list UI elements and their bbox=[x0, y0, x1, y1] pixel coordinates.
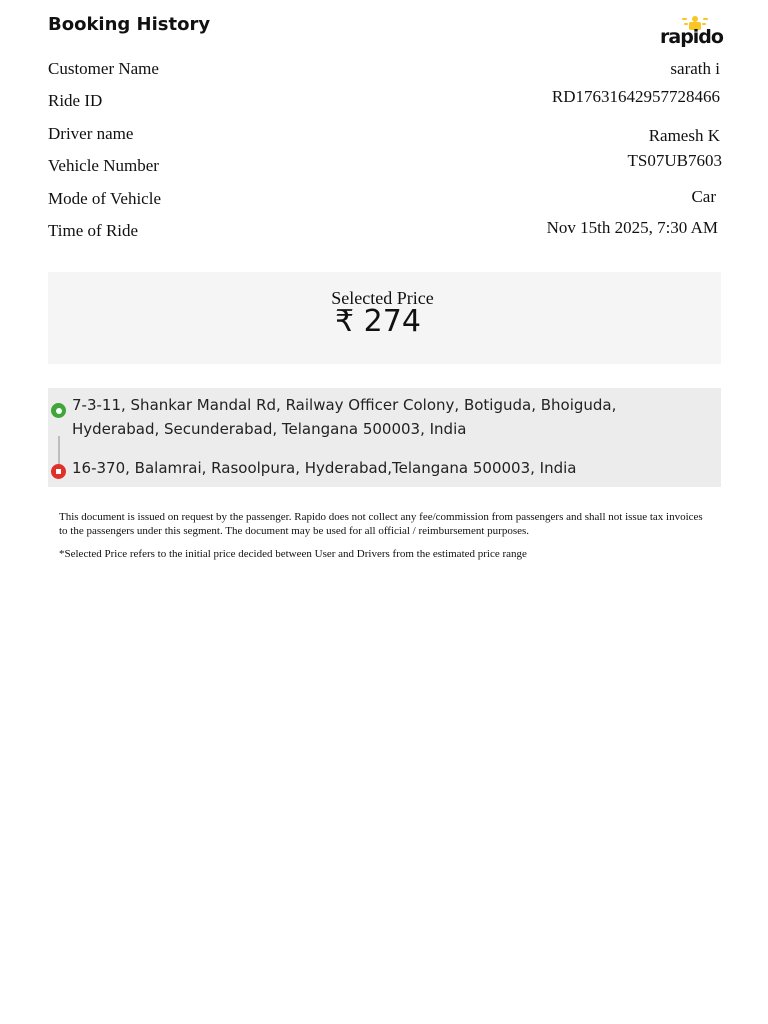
pickup-address: 7-3-11, Shankar Mandal Rd, Railway Officer Colony, Botiguda, Bhoiguda, Hyderabad, Secunderabad, Telangana 500003, India bbox=[72, 396, 617, 438]
ride-time-value: Nov 15th 2025, 7:30 AM bbox=[546, 218, 718, 237]
page-title: Booking History bbox=[48, 14, 211, 35]
disclaimer-text: This document is issued on request by the passenger. Rapido does not collect any fee/commission from passengers and shall not issue tax invoices to the passengers under this segment. The document may be used for all official / reimbursement purposes. bbox=[59, 511, 703, 537]
price-note: *Selected Price refers to the initial price decided between User and Drivers from the estimated price range bbox=[59, 548, 527, 560]
drop-address: 16-370, Balamrai, Rasoolpura, Hyderabad,Telangana 500003, India bbox=[72, 459, 577, 477]
vehicle-mode-value: Car bbox=[691, 187, 716, 206]
vehicle-number-value: TS07UB7603 bbox=[627, 151, 722, 170]
selected-price-box bbox=[48, 272, 721, 364]
rapido-wordmark: rapido bbox=[660, 26, 723, 48]
pickup-pin-icon bbox=[51, 403, 66, 418]
route-box bbox=[48, 388, 721, 487]
selected-price-value: ₹ 274 bbox=[335, 304, 421, 339]
customer-name-value: sarath i bbox=[670, 59, 720, 78]
rapido-logo bbox=[656, 14, 724, 54]
ride-id-label: Ride ID bbox=[48, 91, 103, 110]
customer-name-label: Customer Name bbox=[48, 59, 159, 78]
selected-price-label: Selected Price bbox=[331, 288, 434, 308]
route-connector bbox=[58, 436, 60, 464]
drop-pin-icon bbox=[51, 464, 66, 479]
driver-name-label: Driver name bbox=[48, 124, 134, 143]
driver-name-value: Ramesh K bbox=[648, 126, 720, 145]
vehicle-mode-label: Mode of Vehicle bbox=[48, 189, 161, 208]
ride-time-label: Time of Ride bbox=[48, 221, 139, 240]
vehicle-number-label: Vehicle Number bbox=[48, 156, 159, 175]
ride-id-value: RD17631642957728466 bbox=[551, 87, 720, 106]
